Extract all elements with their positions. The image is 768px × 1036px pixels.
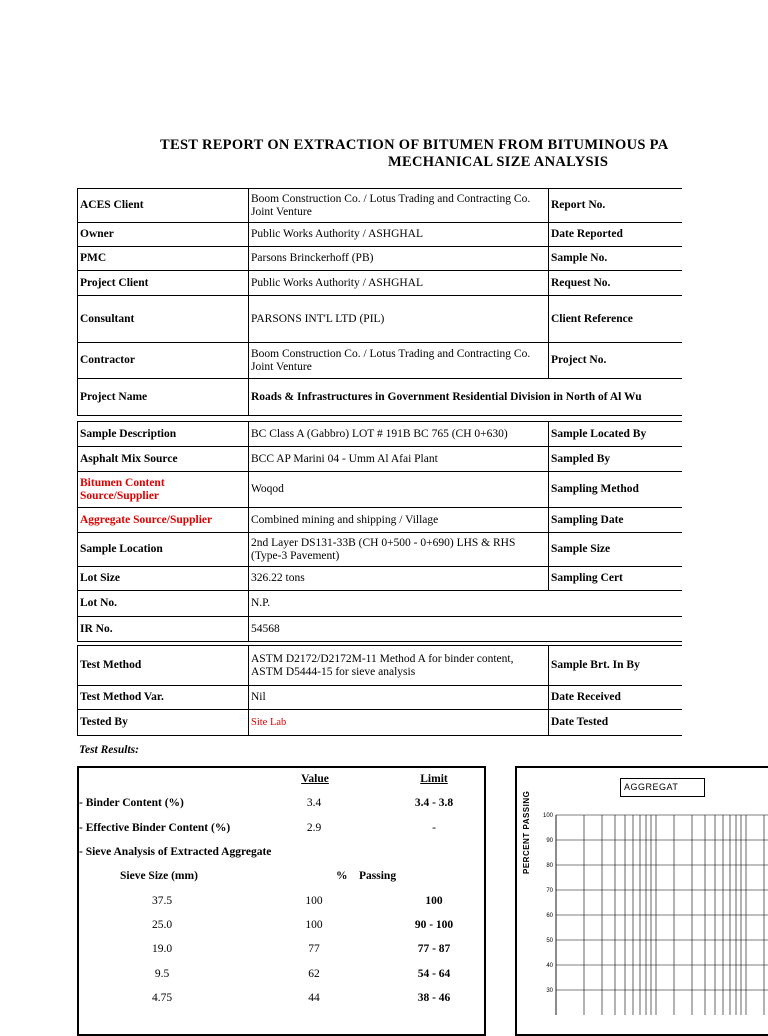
chart-y-tick-label: 100 [542,813,553,819]
binder-content-limit: 3.4 - 3.8 [414,797,454,809]
report-title-line-1: TEST REPORT ON EXTRACTION OF BITUMEN FROM BITUMINOUS PA [160,137,669,153]
sieve-limit: 100 [425,895,443,907]
sieve-passing: 100 [305,895,323,907]
sieve-size: 19.0 [151,943,173,955]
sieve-passing: 100 [305,919,323,931]
client-info-table [77,188,689,416]
project-no-label: Project No. [549,343,689,379]
asphalt-mix-source-label: Asphalt Mix Source [78,447,249,472]
sample-info-table [77,421,689,642]
sampling-date-label: Sampling Date [549,508,689,533]
consultant-label: Consultant [78,296,249,343]
lot-size-value: 326.22 tons [249,567,549,591]
aggregate-source-label: Aggregate Source/Supplier [78,508,249,533]
sieve-limit: 38 - 46 [417,992,451,1004]
passing-header: Passing [359,870,397,882]
chart-title: AGGREGAT [620,778,705,797]
sample-no-label: Sample No. [549,247,689,271]
owner-value: Public Works Authority / ASHGHAL [249,223,549,247]
test-method-table [77,645,689,736]
contractor-value: Boom Construction Co. / Lotus Trading and Contracting Co. Joint Venture [249,343,549,379]
sieve-analysis-label: - Sieve Analysis of Extracted Aggregate [79,846,272,858]
effective-binder-limit: - [432,822,436,834]
owner-label: Owner [78,223,249,247]
sample-brought-in-by-label: Sample Brt. In By [549,646,689,686]
gradation-chart [540,808,768,1024]
sieve-size-header: Sieve Size (mm) [120,870,198,882]
bitumen-source-label: Bitumen Content Source/Supplier [78,472,249,508]
project-name-label: Project Name [78,379,249,416]
report-no-label: Report No. [549,189,689,223]
sampling-method-label: Sampling Method [549,472,689,508]
effective-binder-label: - Effective Binder Content (%) [79,822,231,834]
contractor-label: Contractor [78,343,249,379]
chart-y-axis-label: PERCENT PASSING [522,790,531,874]
date-tested-label: Date Tested [549,710,689,736]
project-client-label: Project Client [78,271,249,296]
lot-no-value: N.P. [249,591,689,617]
aggregate-source-value: Combined mining and shipping / Village [249,508,549,533]
pmc-value: Parsons Brinckerhoff (PB) [249,247,549,271]
sieve-size: 4.75 [151,992,173,1004]
report-title-line-2: MECHANICAL SIZE ANALYSIS [388,154,609,170]
lot-no-label: Lot No. [78,591,249,617]
sieve-size: 25.0 [151,919,173,931]
passing-percent-symbol: % [336,870,348,882]
limit-header: Limit [420,773,448,785]
sieve-passing: 62 [308,968,320,980]
aces-client-value: Boom Construction Co. / Lotus Trading and Contracting Co. Joint Venture [249,189,549,223]
chart-y-tick-label: 40 [546,963,553,969]
lot-size-label: Lot Size [78,567,249,591]
chart-y-tick-label: 60 [546,913,553,919]
consultant-value: PARSONS INT'L LTD (PIL) [249,296,549,343]
test-method-var-label: Test Method Var. [78,686,249,710]
asphalt-mix-source-value: BCC AP Marini 04 - Umm Al Afai Plant [249,447,549,472]
client-reference-label: Client Reference [549,296,689,343]
chart-y-tick-label: 90 [546,838,553,844]
sample-description-label: Sample Description [78,422,249,447]
date-reported-label: Date Reported [549,223,689,247]
test-method-value: ASTM D2172/D2172M-11 Method A for binder content, ASTM D5444-15 for sieve analysis [249,646,549,686]
chart-y-tick-label: 80 [546,863,553,869]
ir-no-value: 54568 [249,617,689,642]
sample-located-by-label: Sample Located By [549,422,689,447]
value-header: Value [301,773,329,785]
pmc-label: PMC [78,247,249,271]
sieve-limit: 77 - 87 [417,943,451,955]
binder-content-value: 3.4 [306,797,322,809]
sieve-passing: 77 [308,943,320,955]
sieve-limit: 54 - 64 [417,968,451,980]
chart-y-tick-label: 50 [546,938,553,944]
tested-by-value: Site Lab [249,710,549,736]
sample-location-label: Sample Location [78,533,249,567]
effective-binder-value: 2.9 [306,822,322,834]
ir-no-label: IR No. [78,617,249,642]
test-method-label: Test Method [78,646,249,686]
sampling-cert-label: Sampling Cert [549,567,689,591]
bitumen-source-value: Woqod [249,472,549,508]
chart-y-tick-label: 70 [546,888,553,894]
sample-description-value: BC Class A (Gabbro) LOT # 191B BC 765 (CH 0+630) [249,422,549,447]
sampled-by-label: Sampled By [549,447,689,472]
project-client-value: Public Works Authority / ASHGHAL [249,271,549,296]
test-results-heading: Test Results: [79,744,139,756]
sieve-passing: 44 [308,992,320,1004]
sieve-size: 37.5 [151,895,173,907]
aces-client-label: ACES Client [78,189,249,223]
binder-content-label: - Binder Content (%) [79,797,184,809]
chart-y-tick-label: 30 [546,988,553,994]
sample-location-value: 2nd Layer DS131-33B (CH 0+500 - 0+690) LHS & RHS (Type-3 Pavement) [249,533,549,567]
sieve-limit: 90 - 100 [414,919,454,931]
project-name-value: Roads & Infrastructures in Government Residential Division in North of Al Wu [249,379,689,416]
date-received-label: Date Received [549,686,689,710]
tested-by-label: Tested By [78,710,249,736]
sample-size-label: Sample Size [549,533,689,567]
sieve-size: 9.5 [154,968,170,980]
request-no-label: Request No. [549,271,689,296]
test-method-var-value: Nil [249,686,549,710]
